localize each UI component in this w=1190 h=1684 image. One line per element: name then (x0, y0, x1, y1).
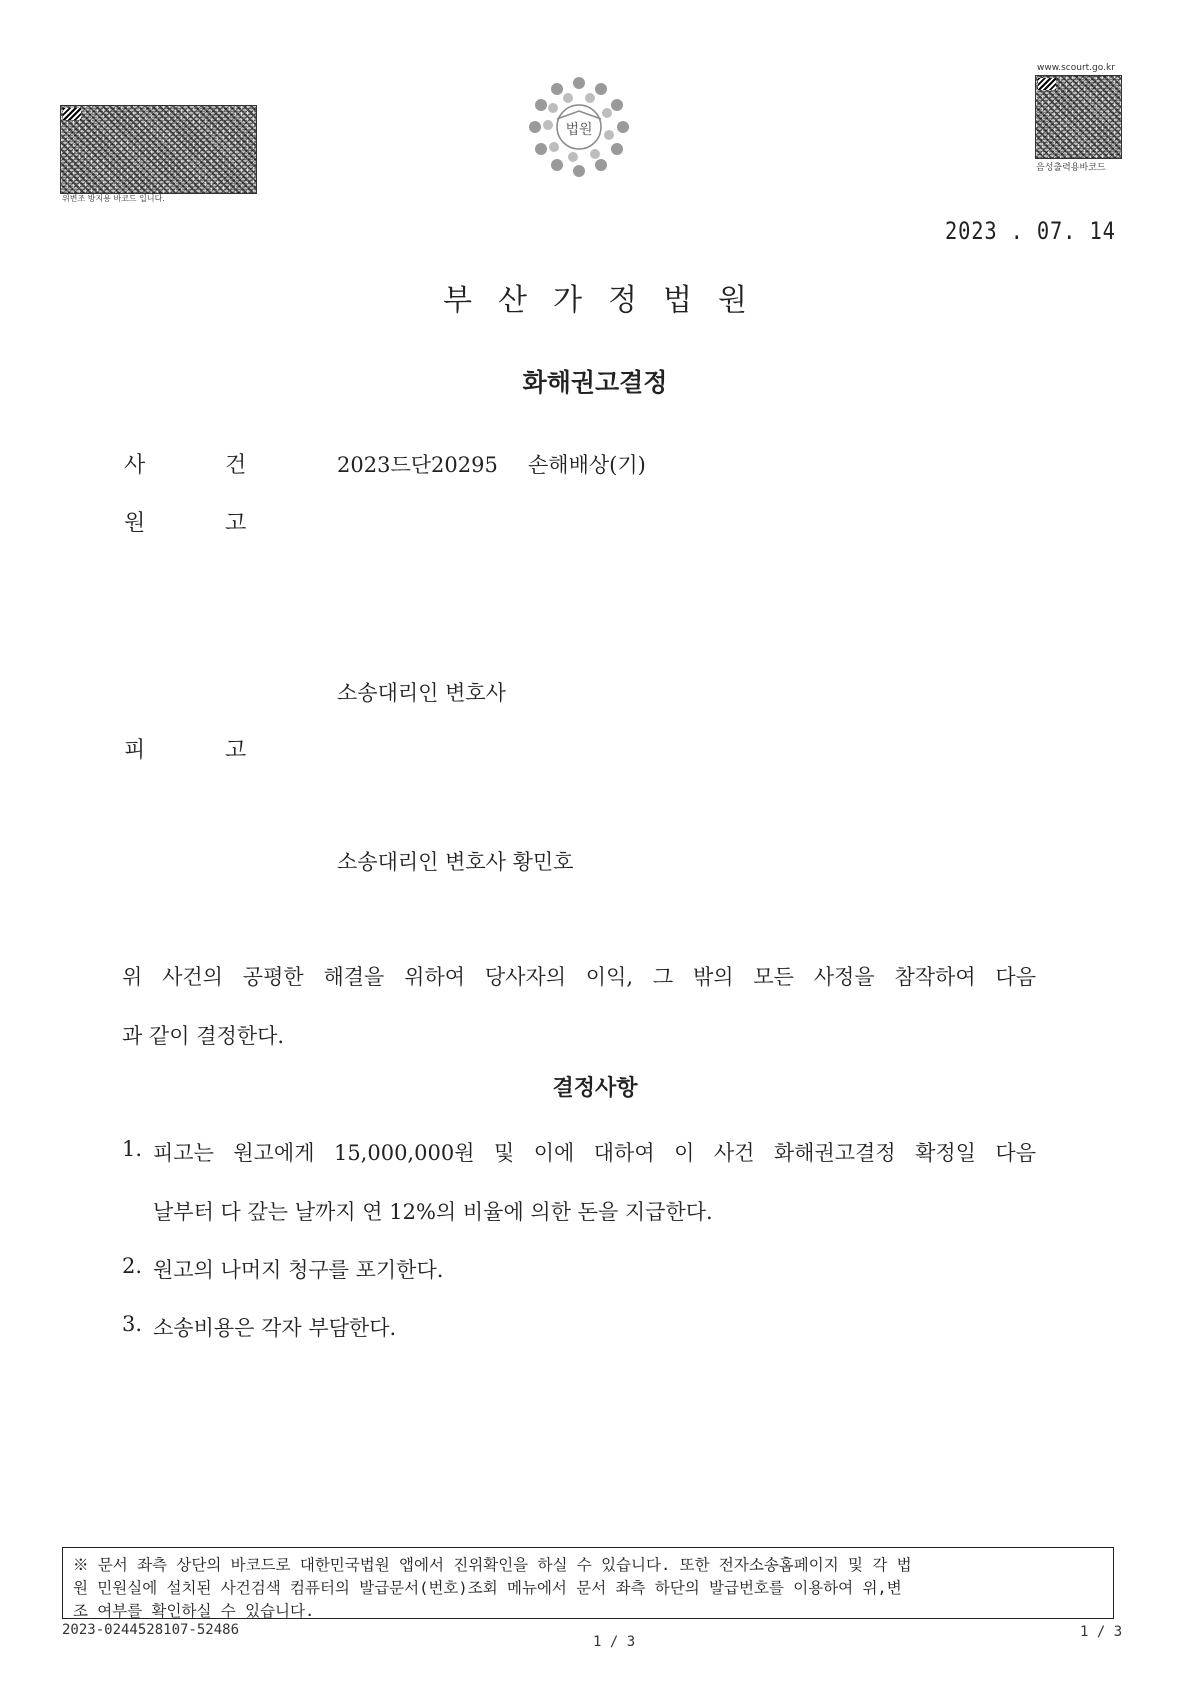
seal-text: 법원 (565, 122, 593, 138)
notice-line-1: ※ 문서 좌측 상단의 바코드로 대한민국법원 앱에서 진위확인을 하실 수 있습니다. 또한 전자소송홈페이지 및 각 법 (73, 1556, 912, 1574)
page-number-center: 1 / 3 (593, 1634, 636, 1650)
plaintiff-label-2: 고 (225, 511, 247, 536)
notice-line-2: 원 민원실에 설치된 사건검색 컴퓨터의 발급문서(번호)조회 메뉴에서 문서 좌측 하단의 발급번호를 이용하여 위,변 (73, 1579, 902, 1597)
defendant-label-1: 피 (124, 738, 146, 763)
verification-notice (62, 1547, 1114, 1619)
right-barcode-caption: 음성출력용바코드 (1036, 163, 1106, 173)
case-number: 2023드단20295 (337, 453, 498, 477)
defendant-label-2: 고 (225, 738, 247, 763)
intro-line-2: 과 같이 결정한다. (122, 1024, 285, 1048)
document-title: 화해권고결정 (522, 368, 668, 397)
voice-output-barcode (1035, 75, 1122, 159)
left-barcode-caption: 위변조 방지용 바코드 입니다. (62, 194, 165, 203)
decision-item-2-number: 2. (122, 1254, 143, 1278)
barcode-corner-mark (1038, 78, 1056, 90)
intro-line-1: 위 사건의 공평한 해결을 위하여 당사자의 이익, 그 밖의 모든 사정을 참작하여 다음 (122, 965, 1036, 989)
issue-date: 2023 . 07. 14 (945, 217, 1116, 245)
plaintiff-label-1: 원 (124, 511, 146, 536)
decision-item-1-number: 1. (122, 1137, 143, 1161)
issue-number: 2023-0244528107-52486 (62, 1622, 240, 1638)
defendant-attorney: 소송대리인 변호사 황민호 (337, 850, 574, 874)
plaintiff-attorney: 소송대리인 변호사 (337, 681, 506, 705)
authenticity-barcode (60, 105, 257, 194)
decision-item-1-line-2: 날부터 다 갚는 날까지 연 12%의 비율에 의한 돈을 지급한다. (153, 1200, 713, 1224)
notice-line-3: 조 여부를 확인하실 수 있습니다. (73, 1602, 315, 1620)
decision-item-3-text: 소송비용은 각자 부담한다. (153, 1316, 397, 1340)
case-label-1: 사 (124, 453, 146, 478)
barcode-corner-mark (63, 108, 81, 120)
court-seal-icon (525, 73, 633, 181)
case-label-2: 건 (225, 453, 247, 478)
decision-item-2-text: 원고의 나머지 청구를 포기한다. (153, 1258, 444, 1282)
page-number-right: 1 / 3 (1080, 1624, 1123, 1640)
decision-item-3-number: 3. (122, 1312, 143, 1336)
court-name: 부산가정법원 (443, 283, 773, 318)
scourt-url: www.scourt.go.kr (1037, 63, 1115, 73)
decision-item-1-line-1: 피고는 원고에게 15,000,000원 및 이에 대하여 이 사건 화해권고결정 확정일 다음 (153, 1141, 1036, 1165)
case-name: 손해배상(기) (528, 453, 646, 477)
decision-title: 결정사항 (552, 1076, 638, 1101)
